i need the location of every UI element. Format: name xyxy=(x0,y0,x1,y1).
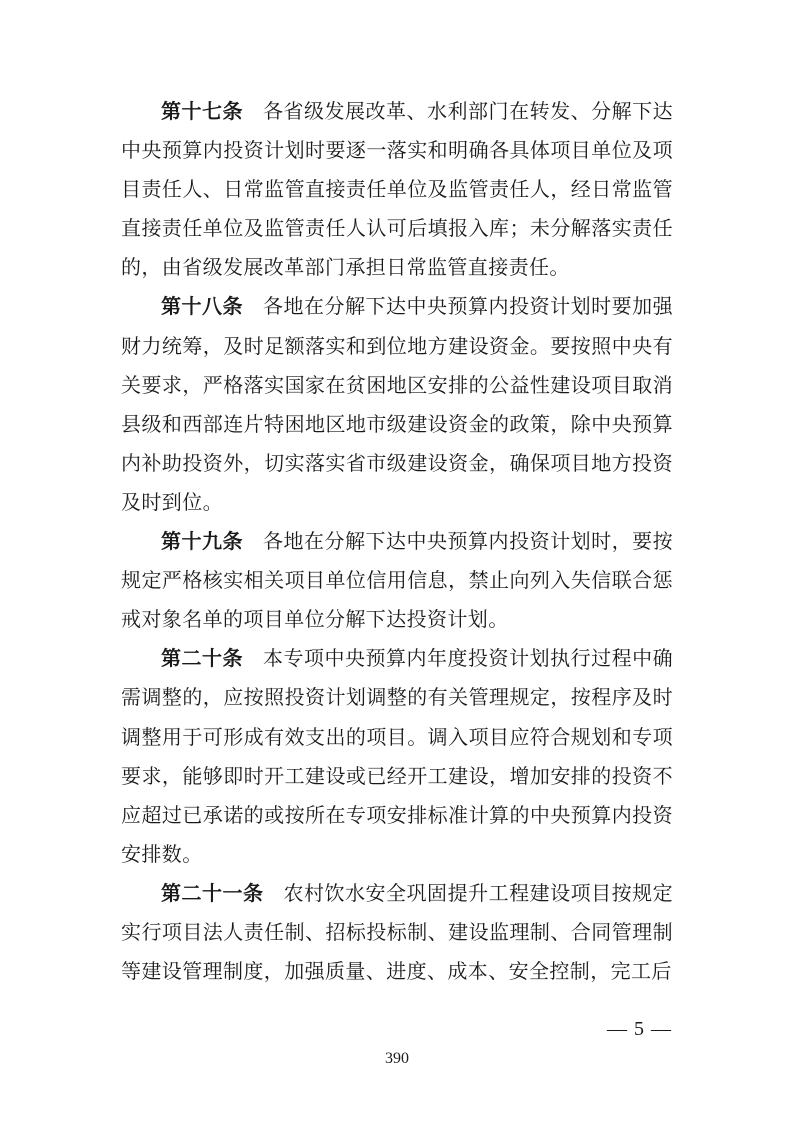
article-number: 第十九条 xyxy=(161,529,244,554)
article-text: 本专项中央预算内年度投资计划执行过程中确需调整的，应按照投资计划调整的有关管理规定，按程序及时调整用于可形成有效支出的项目。调入项目应符合规划和专项要求，能够即时开工建设或已经开工建设，增加安排的投资不应超过已承诺的或按所在专项安排标准计算的中央预算内投资安排数。 xyxy=(121,646,673,866)
article-paragraph xyxy=(121,639,673,874)
article-number: 第二十一条 xyxy=(161,880,264,905)
article-paragraph xyxy=(121,522,673,639)
article-paragraph xyxy=(121,287,673,522)
article-text: 农村饮水安全巩固提升工程建设项目按规定实行项目法人责任制、招标投标制、建设监理制、合同管理制等建设管理制度，加强质量、进度、成本、安全控制，完工后 xyxy=(121,880,674,984)
article-text: 各地在分解下达中央预算内投资计划时，要按规定严格核实相关项目单位信用信息，禁止向列入失信联合惩戒对象名单的项目单位分解下达投资计划。 xyxy=(121,529,673,632)
article-text: 各地在分解下达中央预算内投资计划时要加强财力统筹，及时足额落实和到位地方建设资金。要按照中央有关要求，严格落实国家在贫困地区安排的公益性建设项目取消县级和西部连片特困地区地市级建设资金的政策，除中央预算内补助投资外，切实落实省市级建设资金，确保项目地方投资及时到位。 xyxy=(121,294,673,514)
page-number: — 5 — xyxy=(607,1018,672,1040)
document-body xyxy=(121,92,673,991)
article-number: 第十八条 xyxy=(161,294,244,319)
article-number: 第十七条 xyxy=(161,99,244,123)
article-number: 第二十条 xyxy=(161,646,244,671)
article-text: 各省级发展改革、水利部门在转发、分解下达中央预算内投资计划时要逐一落实和明确各具体项目单位及项目责任人、日常监管直接责任单位及监管责任人，经日常监管直接责任单位及监管责任人认可后填报入库；未分解落实责任的，由省级发展改革部门承担日常监管直接责任。 xyxy=(121,99,673,280)
article-paragraph xyxy=(121,874,673,991)
article-paragraph xyxy=(121,92,673,287)
stamp-number: 390 xyxy=(385,1050,409,1067)
